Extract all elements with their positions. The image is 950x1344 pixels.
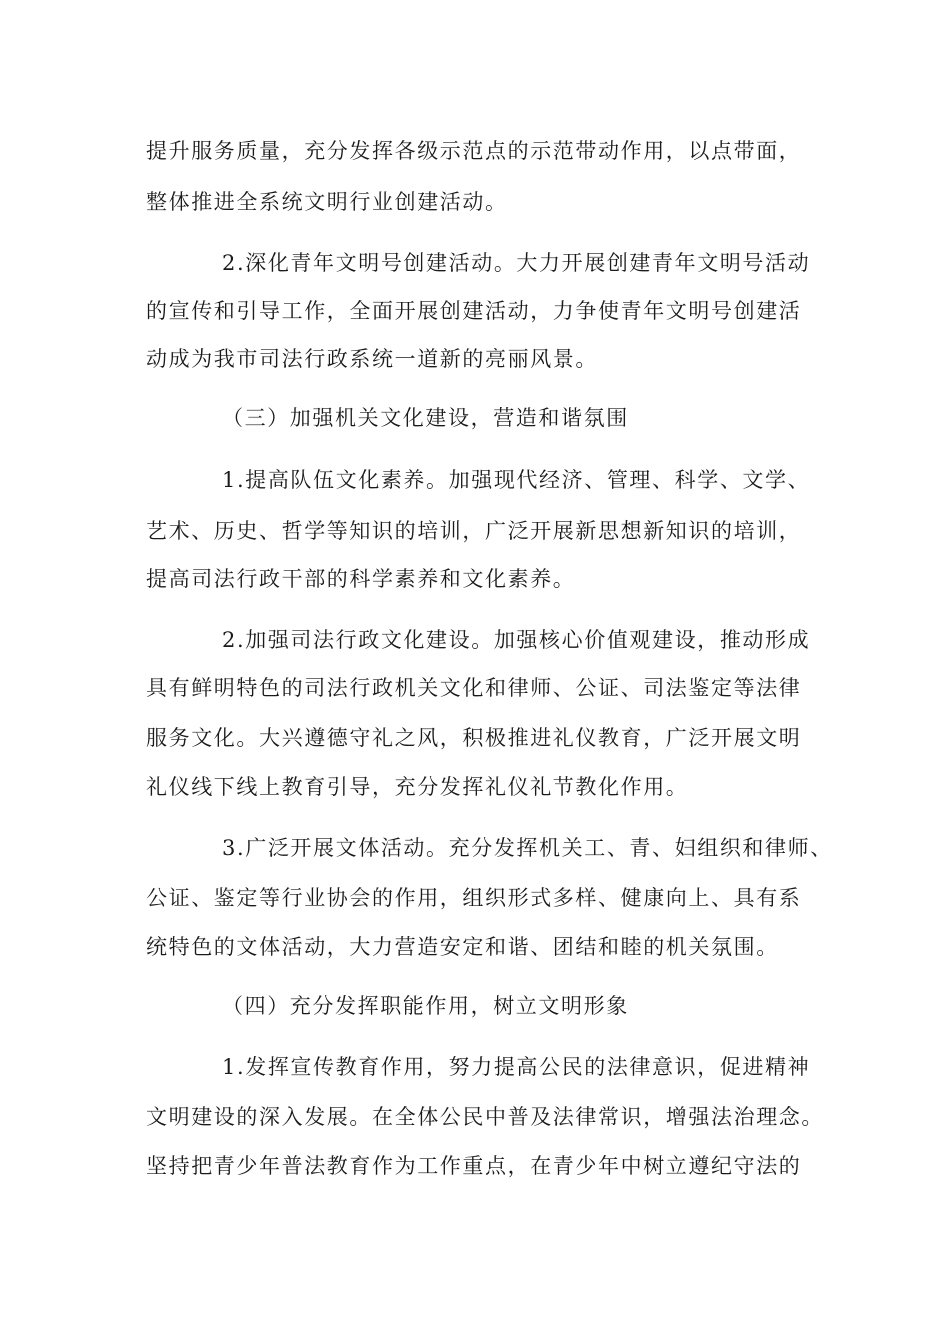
body-line: 提升服务质量，充分发挥各级示范点的示范带动作用，以点带面， [146,139,802,163]
body-line: 提高司法行政干部的科学素养和文化素养。 [146,567,576,591]
body-line: 艺术、历史、哲学等知识的培训，广泛开展新思想新知识的培训， [146,519,802,543]
body-line: 统特色的文体活动，大力营造安定和谐、团结和睦的机关氛围。 [146,935,779,959]
body-line: 1.发挥宣传教育作用，努力提高公民的法律意识，促进精神 [222,1055,811,1079]
body-line: 1.提高队伍文化素养。加强现代经济、管理、科学、文学、 [222,468,811,492]
body-line: 坚持把青少年普法教育作为工作重点，在青少年中树立遵纪守法的 [146,1154,802,1178]
body-line: 服务文化。大兴遵德守礼之风，积极推进礼仪教育，广泛开展文明 [146,726,802,750]
body-line: 3.广泛开展文体活动。充分发挥机关工、青、妇组织和律师、 [222,836,833,860]
section-heading: （四）充分发挥职能作用，树立文明形象 [222,994,629,1018]
body-line: 礼仪线下线上教育引导，充分发挥礼仪礼节教化作用。 [146,775,689,799]
body-line: 公证、鉴定等行业协会的作用，组织形式多样、健康向上、具有系 [146,886,802,910]
body-line: 2.加强司法行政文化建设。加强核心价值观建设，推动形成 [222,628,811,652]
section-heading: （三）加强机关文化建设，营造和谐氛围 [222,406,629,430]
body-line: 整体推进全系统文明行业创建活动。 [146,190,508,214]
body-line: 2.深化青年文明号创建活动。大力开展创建青年文明号活动 [222,251,811,275]
body-line: 文明建设的深入发展。在全体公民中普及法律常识，增强法治理念。 [146,1105,824,1129]
body-line: 的宣传和引导工作，全面开展创建活动，力争使青年文明号创建活 [146,299,802,323]
body-line: 动成为我市司法行政系统一道新的亮丽风景。 [146,347,598,371]
body-line: 具有鲜明特色的司法行政机关文化和律师、公证、司法鉴定等法律 [146,676,802,700]
